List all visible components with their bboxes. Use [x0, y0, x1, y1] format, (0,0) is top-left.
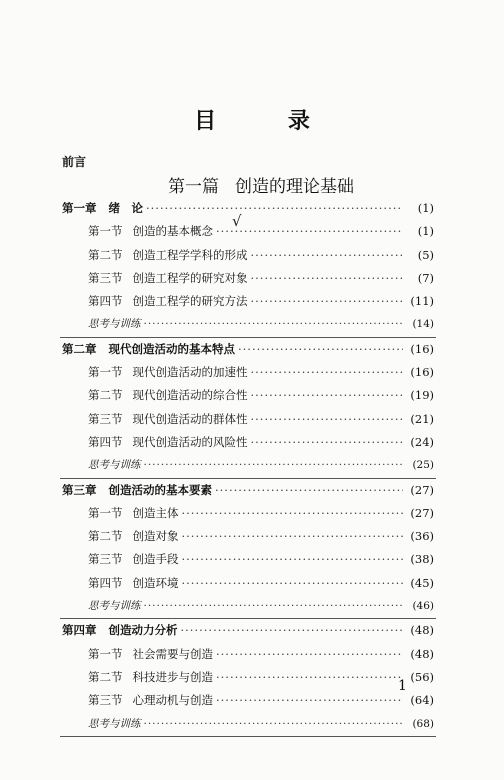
page-title: 目 录 — [194, 108, 342, 134]
toc-entry-number: 第二节 — [88, 529, 123, 544]
toc-dot-leader — [251, 431, 404, 454]
toc-section-row — [62, 431, 434, 454]
toc-entry-title: 现代创造活动的基本特点 — [108, 341, 235, 356]
toc-section-row — [62, 220, 434, 243]
toc-entry-number: 第四节 — [88, 434, 123, 449]
toc-entry-title: 思考与训练 — [88, 318, 141, 331]
handwritten-check-mark: √ — [232, 212, 242, 230]
toc-entry-page: (48) — [410, 623, 434, 638]
toc-dot-leader — [144, 454, 404, 477]
toc-entry-number: 第二章 — [62, 341, 97, 356]
toc-entry-title: 思考与训练 — [88, 600, 141, 613]
toc-dot-leader — [251, 267, 404, 290]
toc-entry-title: 现代创造活动的风险性 — [132, 434, 248, 449]
toc-dot-leader — [144, 313, 404, 336]
toc-dot-leader — [146, 197, 403, 220]
toc-section-row — [62, 267, 434, 290]
toc-entry-title: 创造动力分析 — [108, 623, 178, 638]
toc-entry-page: (7) — [417, 270, 434, 285]
toc-dot-leader — [182, 548, 404, 571]
toc-entry-title: 心理动机与创造 — [132, 693, 213, 708]
toc-entry-number: 第三节 — [88, 270, 123, 285]
toc-entry-number: 第二节 — [88, 247, 123, 262]
toc-entry-title: 创造活动的基本要素 — [108, 482, 212, 497]
toc-exercise-row — [62, 713, 434, 736]
toc-dot-leader — [182, 525, 404, 548]
toc-entry-title: 创造手段 — [132, 552, 179, 567]
toc-entry-page: (38) — [410, 552, 434, 567]
toc-exercise-row — [62, 454, 434, 477]
toc-dot-leader — [144, 595, 404, 618]
toc-section-row — [62, 361, 434, 384]
toc-dot-leader — [215, 479, 403, 502]
toc-chapter-row — [62, 479, 434, 502]
page-number: 1 — [398, 678, 407, 694]
toc-entry-page: (46) — [412, 600, 434, 613]
toc-dot-leader — [182, 572, 404, 595]
toc-entry-page: (27) — [410, 505, 434, 520]
toc-entry-number: 第一节 — [88, 365, 123, 380]
toc-dot-leader — [181, 619, 404, 642]
toc-section-row — [62, 689, 434, 712]
toc-entry-title: 创造对象 — [132, 529, 179, 544]
toc-entry-number: 第一节 — [88, 224, 123, 239]
toc-entry-page: (19) — [410, 388, 434, 403]
toc-entry-title: 创造工程学学科的形成 — [132, 247, 248, 262]
toc-section-row — [62, 384, 434, 407]
toc-entry-number: 第四节 — [88, 575, 123, 590]
toc-entry-title: 思考与训练 — [88, 717, 141, 730]
toc-dot-leader — [216, 689, 403, 712]
toc-entry-page: (5) — [417, 247, 434, 262]
toc-entry-page: (14) — [412, 318, 434, 331]
toc-entry-title: 社会需要与创造 — [132, 646, 213, 661]
toc-entry-page: (27) — [410, 482, 434, 497]
toc-entry-page: (68) — [412, 717, 434, 730]
toc-entry-page: (1) — [417, 224, 434, 239]
toc-dot-leader — [251, 408, 404, 431]
toc-chapter-row — [62, 619, 434, 642]
toc-entry-title: 创造工程学的研究对象 — [132, 270, 248, 285]
toc-entry-number: 第三节 — [88, 552, 123, 567]
toc-entry-number: 第三章 — [62, 482, 97, 497]
toc-entry-title: 思考与训练 — [88, 459, 141, 472]
toc-entry-page: (16) — [410, 365, 434, 380]
toc-entry-title: 创造的基本概念 — [132, 224, 213, 239]
toc-entry-number: 第三节 — [88, 411, 123, 426]
part-title — [0, 172, 504, 197]
toc-section-row — [62, 525, 434, 548]
toc-entry-page: (25) — [412, 459, 434, 472]
preface-entry: 前言 — [62, 155, 87, 169]
toc-entry-title: 创造环境 — [132, 575, 179, 590]
toc-entry-page: (16) — [410, 341, 434, 356]
toc-entry-title: 现代创造活动的群体性 — [132, 411, 248, 426]
toc-entry-page: (45) — [410, 575, 434, 590]
toc-entry-title: 绪 论 — [108, 201, 143, 215]
toc-entry-page: (36) — [410, 529, 434, 544]
toc-entry-title: 创造工程学的研究方法 — [132, 294, 248, 309]
toc-dot-leader — [144, 713, 404, 736]
toc-entry-number: 第一章 — [62, 201, 97, 215]
toc-entry-number: 第四节 — [88, 294, 123, 309]
toc-entry-number: 第二节 — [88, 388, 123, 403]
toc-dot-leader — [251, 361, 404, 384]
toc-section-row — [62, 290, 434, 313]
toc-entry-number: 第一节 — [88, 505, 123, 520]
toc-section-row — [62, 502, 434, 525]
toc-entry-page: (21) — [410, 411, 434, 426]
toc-dot-leader — [251, 384, 404, 407]
toc-entry-page: (1) — [417, 201, 434, 215]
toc-entry-title: 创造主体 — [132, 505, 179, 520]
toc-entry-number: 第四章 — [62, 623, 97, 638]
toc-list — [62, 197, 434, 737]
toc-dot-leader — [251, 290, 404, 313]
toc-dot-leader — [216, 666, 403, 689]
toc-entry-title: 现代创造活动的加速性 — [132, 365, 248, 380]
part-name: 创造的理论基础 — [235, 177, 354, 197]
toc-section-row — [62, 643, 434, 666]
toc-dot-leader — [238, 338, 403, 361]
toc-section-row — [62, 666, 434, 689]
toc-section-row — [62, 408, 434, 431]
toc-entry-page: (24) — [410, 434, 434, 449]
chapter-divider-rule — [60, 736, 436, 737]
toc-dot-leader — [216, 220, 403, 243]
toc-entry-number: 第三节 — [88, 693, 123, 708]
toc-entry-title: 科技进步与创造 — [132, 669, 213, 684]
toc-exercise-row — [62, 595, 434, 618]
part-number: 第一篇 — [168, 177, 219, 197]
toc-dot-leader — [251, 244, 404, 267]
toc-entry-page: (48) — [410, 646, 434, 661]
toc-exercise-row — [62, 313, 434, 336]
toc-section-row — [62, 244, 434, 267]
toc-chapter-row — [62, 197, 434, 220]
toc-dot-leader — [182, 502, 404, 525]
toc-entry-number: 第一节 — [88, 646, 123, 661]
toc-section-row — [62, 572, 434, 595]
toc-entry-title: 现代创造活动的综合性 — [132, 388, 248, 403]
toc-chapter-row — [62, 338, 434, 361]
toc-entry-number: 第二节 — [88, 669, 123, 684]
toc-entry-page: (11) — [410, 294, 434, 309]
toc-entry-page: (64) — [410, 693, 434, 708]
toc-section-row — [62, 548, 434, 571]
toc-dot-leader — [216, 643, 403, 666]
toc-entry-page: (56) — [410, 669, 434, 684]
